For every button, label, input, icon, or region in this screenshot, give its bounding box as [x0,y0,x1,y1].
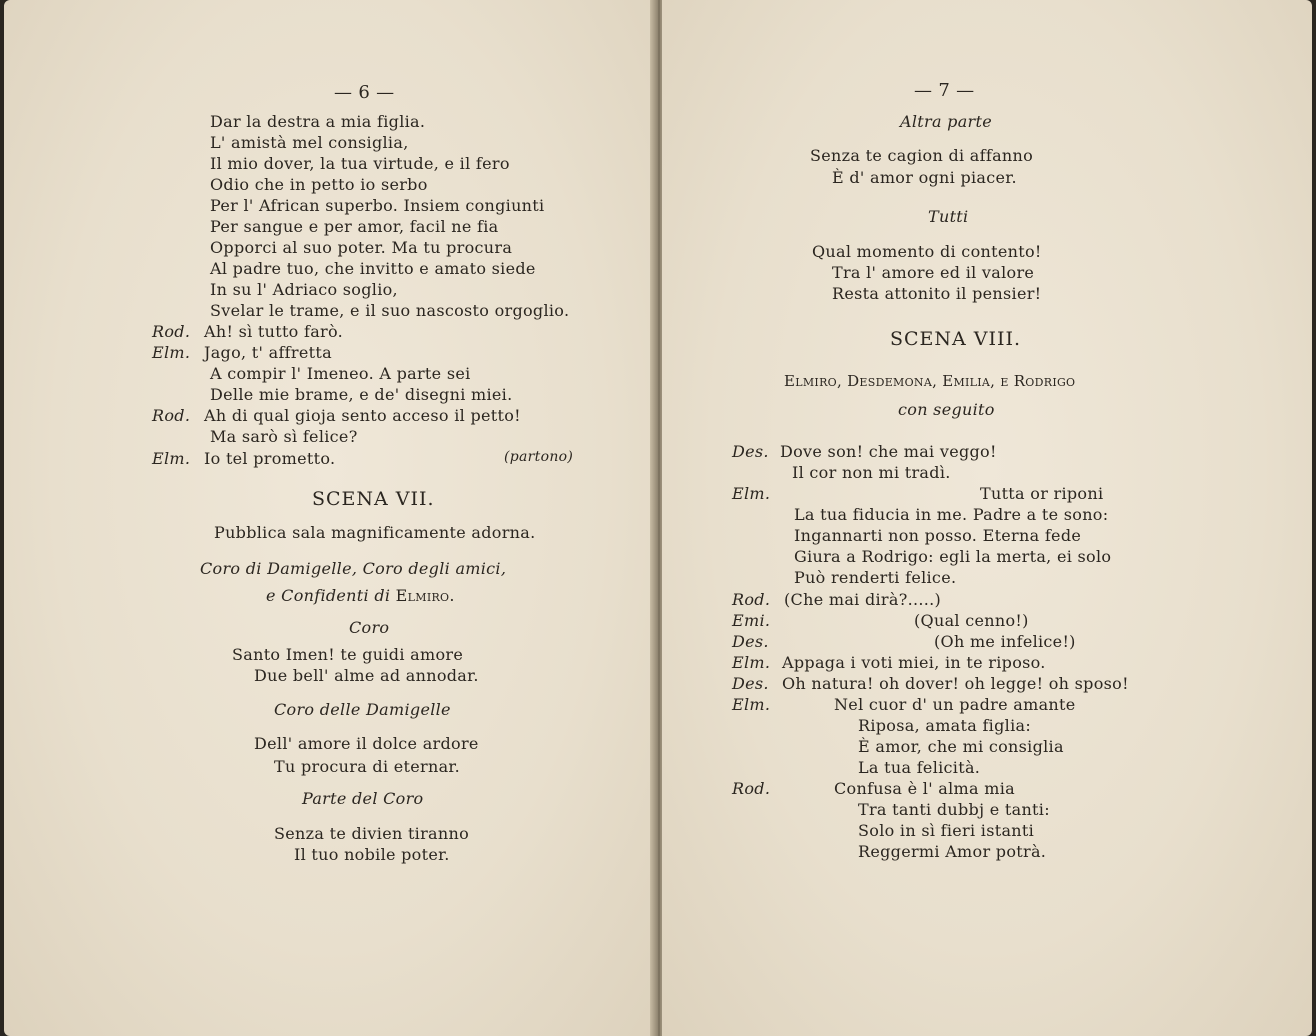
verse-line: Jago, t' affretta [204,343,332,362]
left-page [4,0,656,1036]
speaker-label: Rod. [732,779,771,798]
verse-line: Tu procura di eternar. [274,757,461,776]
verse-line: Il tuo nobile poter. [294,845,450,864]
verse-line: (Che mai dirà?.....) [784,590,942,609]
verse-line: La tua fiducia in me. Padre a te sono: [794,505,1109,524]
verse-line: Per sangue e per amor, facil ne fia [210,217,499,236]
verse-line: Dove son! che mai veggo! [780,442,997,461]
speaker-label: Emi. [732,611,771,630]
verse-line: Per l' African superbo. Insiem congiunti [210,196,545,215]
page-number: — 6 — [334,82,395,103]
verse-line: Qual momento di contento! [812,242,1042,261]
verse-line: Delle mie brame, e de' disegni miei. [210,385,513,404]
verse-line: Dar la destra a mia figlia. [210,112,426,131]
scene-title: SCENA VII. [312,488,435,510]
stage-direction: con seguito [898,400,995,419]
speaker-label: Elm. [732,695,771,714]
speaker-label: Elm. [732,484,771,503]
part-heading: Altra parte [900,112,993,131]
speaker-label: Elm. [152,449,191,468]
part-heading: Parte del Coro [302,789,424,808]
verse-line: Opporci al suo poter. Ma tu procura [210,238,513,257]
verse-line: Solo in sì fieri istanti [858,821,1035,840]
verse-line: Senza te divien tiranno [274,824,470,843]
verse-line: È amor, che mi consiglia [858,737,1064,756]
speaker-label: Des. [732,674,769,693]
speaker-label: Des. [732,632,769,651]
part-heading: Coro delle Damigelle [274,700,451,719]
verse-line: Tutta or riponi [980,484,1104,503]
verse-line: A compir l' Imeneo. A parte sei [210,364,471,383]
verse-line: È d' amor ogni piacer. [832,168,1017,187]
verse-line: Senza te cagion di affanno [810,146,1034,165]
verse-line: Appaga i voti miei, in te riposo. [782,653,1046,672]
stage-direction: (partono) [504,449,574,465]
chorus-description-line2 [266,586,455,605]
verse-line: Ma sarò sì felice? [210,427,358,446]
verse-line: Tra l' amore ed il valore [832,263,1035,282]
speaker-label: Elm. [732,653,771,672]
page-number: — 7 — [914,80,975,101]
speaker-label: Rod. [152,406,191,425]
verse-line: Reggermi Amor potrà. [858,842,1047,861]
speaker-label: Des. [732,442,769,461]
verse-line: Il cor non mi tradì. [792,463,951,482]
verse-line: Ah! sì tutto farò. [204,322,344,341]
verse-line: Svelar le trame, e il suo nascosto orgoglio. [210,301,570,320]
verse-line: Resta attonito il pensier! [832,284,1042,303]
right-page [662,0,1312,1036]
part-heading: Coro [349,618,390,637]
verse-line: Io tel prometto. [204,449,336,468]
speaker-label: Elm. [152,343,191,362]
scene-title: SCENA VIII. [890,328,1022,350]
characters-list: Elmiro, Desdemona, Emilia, e Rodrigo [784,372,1076,390]
speaker-label: Rod. [732,590,771,609]
verse-line: Può renderti felice. [794,568,957,587]
verse-line: Ah di qual gioja sento acceso il petto! [204,406,521,425]
verse-line: Dell' amore il dolce ardore [254,734,479,753]
verse-line: Odio che in petto io serbo [210,175,428,194]
speaker-label: Rod. [152,322,191,341]
verse-line: In su l' Adriaco soglio, [210,280,398,299]
part-heading: Tutti [928,207,969,226]
verse-line: La tua felicità. [858,758,981,777]
verse-line: Giura a Rodrigo: egli la merta, ei solo [794,547,1112,566]
verse-line: Santo Imen! te guidi amore [232,645,464,664]
verse-line: Riposa, amata figlia: [858,716,1032,735]
verse-line: Nel cuor d' un padre amante [834,695,1076,714]
verse-line: Tra tanti dubbj e tanti: [858,800,1050,819]
verse-line: L' amistà mel consiglia, [210,133,409,152]
chorus-desc-text: e Confidenti di [266,586,391,605]
verse-line: Confusa è l' alma mia [834,779,1015,798]
verse-line: Due bell' alme ad annodar. [254,666,479,685]
verse-line: Oh natura! oh dover! oh legge! oh sposo! [782,674,1129,693]
chorus-description: Coro di Damigelle, Coro degli amici, [200,559,507,578]
verse-line: Al padre tuo, che invitto e amato siede [210,259,536,278]
verse-line: (Qual cenno!) [914,611,1029,630]
verse-line: (Oh me infelice!) [934,632,1076,651]
verse-line: Il mio dover, la tua virtude, e il fero [210,154,510,173]
character-name: Elmiro. [395,586,455,605]
verse-line: Ingannarti non posso. Eterna fede [794,526,1082,545]
scene-setting: Pubblica sala magnificamente adorna. [214,523,536,542]
